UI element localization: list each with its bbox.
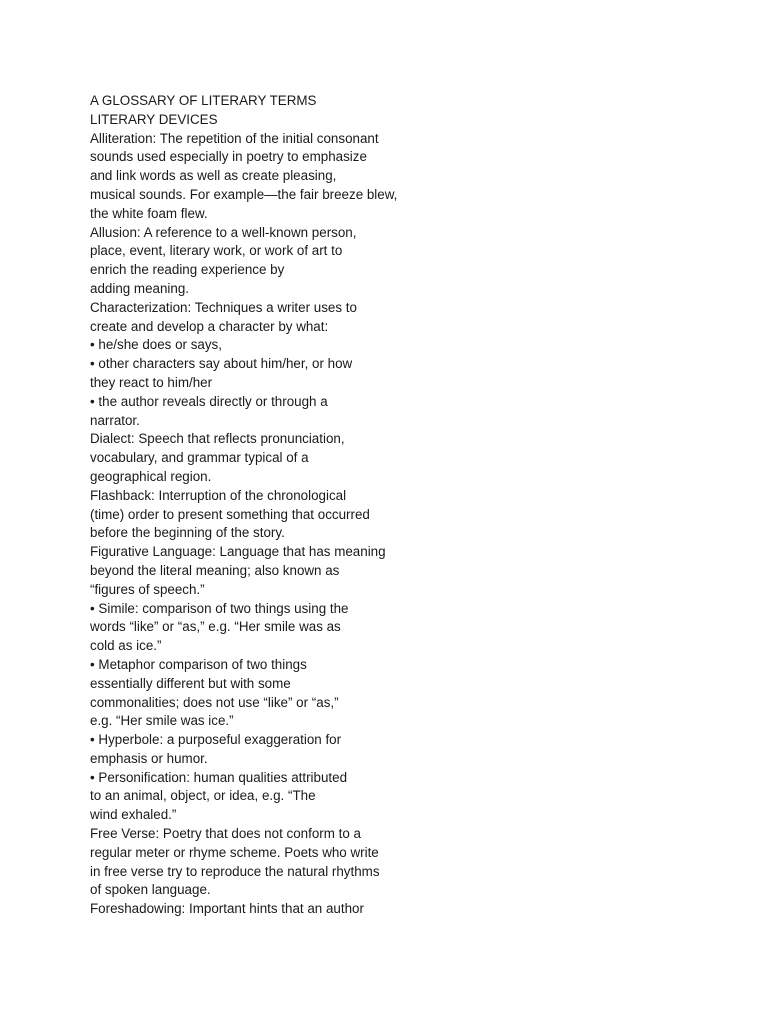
text-line: regular meter or rhyme scheme. Poets who write: [90, 844, 379, 860]
text-line: Flashback: Interruption of the chronological: [90, 487, 347, 503]
text-line: before the beginning of the story.: [90, 525, 285, 541]
text-line: of spoken language.: [90, 882, 211, 898]
text-line: wind exhaled.”: [90, 807, 177, 823]
text-line: emphasis or humor.: [90, 750, 208, 766]
text-line: musical sounds. For example—the fair breeze blew,: [90, 186, 398, 202]
bullet-line: • he/she does or says,: [90, 337, 222, 353]
text-line: Characterization: Techniques a writer uses to: [90, 299, 357, 315]
document-title: A GLOSSARY OF LITERARY TERMS: [90, 93, 317, 108]
text-line: Allusion: A reference to a well-known person,: [90, 224, 357, 240]
text-line: narrator.: [90, 412, 140, 428]
text-line: Dialect: Speech that reflects pronunciation,: [90, 431, 345, 447]
text-line: (time) order to present something that occurred: [90, 506, 370, 522]
text-line: beyond the literal meaning; also known as: [90, 562, 340, 578]
text-line: create and develop a character by what:: [90, 318, 329, 334]
text-line: cold as ice.”: [90, 638, 162, 654]
text-line: vocabulary, and grammar typical of a: [90, 450, 309, 466]
text-line: and link words as well as create pleasing,: [90, 168, 337, 184]
text-line: words “like” or “as,” e.g. “Her smile was as: [90, 619, 341, 635]
bullet-line: • Metaphor comparison of two things: [90, 656, 307, 672]
text-line: Free Verse: Poetry that does not conform to a: [90, 826, 361, 842]
text-line: sounds used especially in poetry to emphasize: [90, 149, 367, 165]
document-text: [90, 92, 730, 919]
text-line: essentially different but with some: [90, 675, 291, 691]
bullet-line: • the author reveals directly or through a: [90, 393, 328, 409]
text-line: to an animal, object, or idea, e.g. “The: [90, 788, 316, 804]
text-line: the white foam flew.: [90, 205, 208, 221]
bullet-line: • Hyperbole: a purposeful exaggeration for: [90, 732, 342, 748]
bullet-line: • other characters say about him/her, or how: [90, 356, 353, 372]
text-line: Foreshadowing: Important hints that an author: [90, 901, 364, 917]
text-line: “figures of speech.”: [90, 581, 205, 597]
text-line: place, event, literary work, or work of art to: [90, 243, 343, 259]
text-line: adding meaning.: [90, 280, 190, 296]
bullet-line: • Simile: comparison of two things using the: [90, 600, 349, 616]
section-heading: LITERARY DEVICES: [90, 111, 218, 127]
text-line: Figurative Language: Language that has meaning: [90, 544, 386, 560]
text-line: commonalities; does not use “like” or “as,”: [90, 694, 339, 710]
text-line: Alliteration: The repetition of the initial consonant: [90, 130, 379, 146]
text-line: e.g. “Her smile was ice.”: [90, 713, 234, 729]
text-line: geographical region.: [90, 468, 212, 484]
text-line: enrich the reading experience by: [90, 262, 285, 278]
text-line: they react to him/her: [90, 374, 213, 390]
bullet-line: • Personification: human qualities attributed: [90, 769, 348, 785]
text-line: in free verse try to reproduce the natural rhythms: [90, 863, 380, 879]
